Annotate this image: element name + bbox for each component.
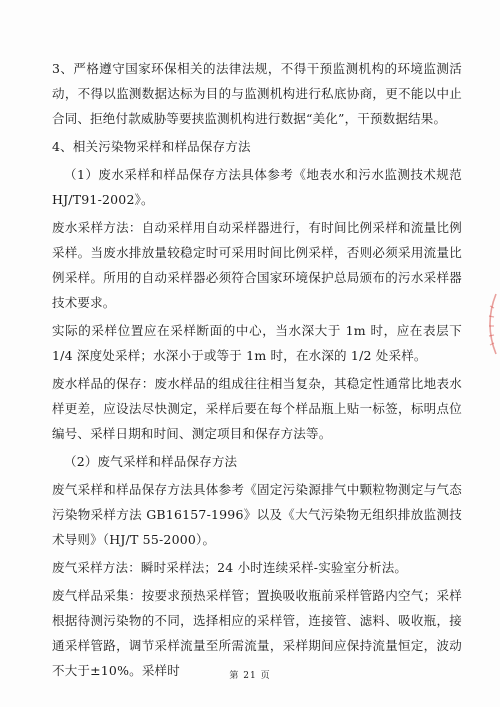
paragraph-wastewater-sampling-method: 废水采样方法：自动采样用自动采样器进行，有时间比例采样和流量比例采样。当废水排放量较稳定时可采用时间比例采样，否则必须采用流量比例采样。所用的自动采样器必须符合国家环境保护总局颁布的污水采样器技术要求。: [52, 220, 462, 310]
subsection-heading-wastewater: （1）废水采样和样品保存方法具体参考《地表水和污水监测技术规范 HJ/T91-2002》。: [52, 167, 462, 207]
paragraph-sampling-position: 实际的采样位置应在采样断面的中心，当水深大于 1m 时，应在表层下 1/4 深度处采样；水深小于或等于 1m 时，在水深的 1/2 处采样。: [52, 323, 462, 363]
section-heading-sampling-methods: 4、相关污染物采样和样品保存方法: [52, 139, 251, 154]
document-body: [52, 56, 462, 686]
seal-stamp-fragment: [478, 292, 498, 356]
paragraph-wastewater-sample-storage: 废水样品的保存：废水样品的组成往往相当复杂，其稳定性通常比地表水样更差，应设法尽快测定，采样后要在每个样品瓶上贴一标签，标明点位编号、采样日期和时间、测定项目和保存方法等。: [52, 376, 462, 441]
page-number: 第 21 页: [229, 671, 271, 681]
subsection-heading-exhaust-gas: （2）废气采样和样品保存方法: [64, 454, 238, 469]
paragraph-exhaust-gas-sample-collection: 废气样品采集：按要求预热采样管；置换吸收瓶前采样管路内空气；采样根据待测污染物的不同，选择相应的采样管，连接管、滤料、吸收瓶，接通采样管路，调节采样流量至所需流量，采样期间应保持流量恒定，波动不大于±10%。采样时: [52, 588, 462, 678]
paragraph-legal-compliance: 3、严格遵守国家环保相关的法律法规，不得干预监测机构的环境监测活动，不得以监测数据达标为目的与监测机构进行私底协商，更不能以中止合同、拒绝付款威胁等要挟监测机构进行数据“美化”，干预数据结果。: [52, 61, 462, 126]
paragraph-exhaust-gas-reference: 废气采样和样品保存方法具体参考《固定污染源排气中颗粒物测定与气态污染物采样方法 GB16157-1996》以及《大气污染物无组织排放监测技术导则》（HJ/T 55-2000）。: [52, 482, 462, 547]
paragraph-exhaust-gas-sampling-method: 废气采样方法：瞬时采样法；24 小时连续采样-实验室分析法。: [52, 560, 408, 575]
